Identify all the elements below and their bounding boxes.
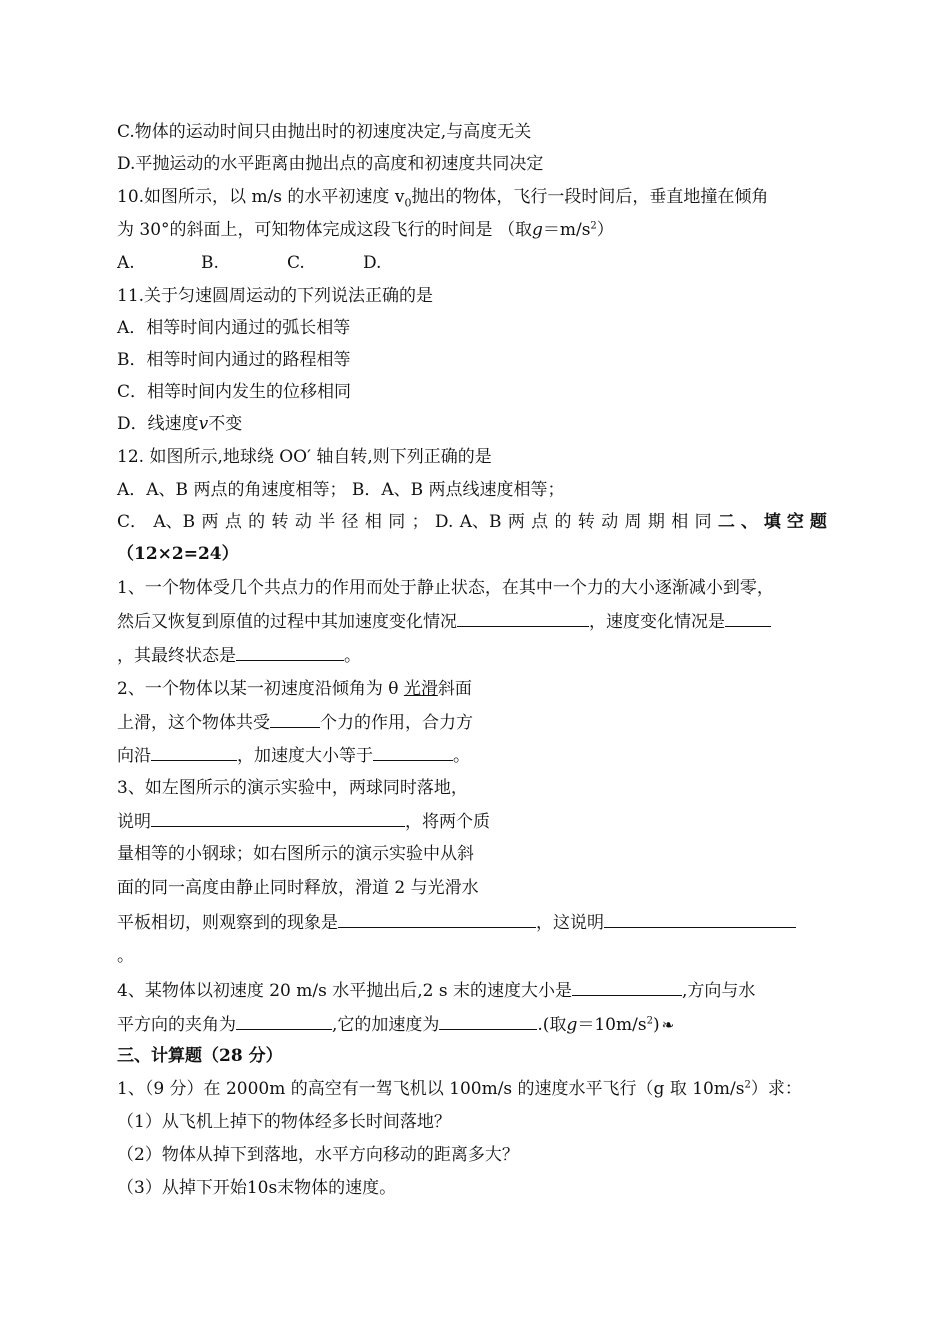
fill-q3-line2: 说明 ，将两个质: [117, 812, 490, 832]
section2-score: （12×2=24）: [117, 544, 239, 564]
fill-q3-line4: 面的同一高度由静止同时释放，滑道 2 与光滑水: [117, 878, 479, 898]
ornament-icon: ❧: [661, 1016, 675, 1034]
q10-options: [117, 252, 381, 274]
q10-stem-line2: 为 30°的斜面上，可知物体完成这段飞行的时间是 （取$g=m/s^2$）: [117, 220, 614, 240]
calc-q1-stem: 1、（9 分）在 2000m 的高空有一驾飞机以 100m/s 的速度水平飞行（g 取 $10m/s^2$）求：: [117, 1079, 802, 1099]
answer-blank[interactable]: [457, 610, 589, 627]
answer-blank[interactable]: [151, 744, 237, 761]
fill-q3-line3: 量相等的小钢球；如右图所示的演示实验中从斜: [117, 844, 474, 864]
q10-option-a: A.: [117, 253, 135, 273]
q11-option-a: A．相等时间内通过的弧长相等: [117, 318, 351, 338]
answer-blank[interactable]: [373, 744, 453, 761]
answer-blank[interactable]: [572, 979, 682, 996]
calc-q1-part2: （2）物体从掉下到落地，水平方向移动的距离多大？: [117, 1145, 519, 1165]
q10-option-c: C.: [287, 253, 305, 273]
answer-blank[interactable]: [151, 810, 405, 827]
fill-q1-line3: ，其最终状态是 。: [117, 646, 361, 666]
answer-blank[interactable]: [236, 644, 344, 661]
answer-blank[interactable]: [604, 911, 796, 928]
fill-q3-line6: 。: [117, 946, 134, 966]
answer-blank[interactable]: [725, 610, 771, 627]
q10-option-d: D.: [363, 253, 382, 273]
q12-options-cd: C． A、B 两 点 的 转 动 半 径 相 同 ； D. A、B 两 点 的 转 动 周 期 相 同 二、填空题: [117, 512, 833, 532]
q9-option-c: C.物体的运动时间只由抛出时的初速度决定,与高度无关: [117, 122, 532, 142]
calc-q1-part1: （1）从飞机上掉下的物体经多长时间落地？: [117, 1112, 451, 1132]
section2-heading: 二、填空题: [717, 512, 833, 532]
q10-option-b: B.: [201, 253, 219, 273]
q12-options-ab: A．A、B 两点的角速度相等； B．A、B 两点线速度相等；: [117, 480, 565, 500]
fill-q4-line2: 平方向的夹角为 ,它的加速度为 .(取$g=10m/s^2$) ❧: [117, 1015, 675, 1035]
q11-option-c: C．相等时间内发生的位移相同: [117, 382, 352, 402]
q10-stem-line1: 10.如图所示，以 m/s 的水平初速度 $v_0$抛出的物体，飞行一段时间后，垂直地撞在倾角: [117, 187, 769, 210]
fill-q4-line1: 4、某物体以初速度 20 m/s 水平抛出后,2 s 末的速度大小是 ,方向与水: [117, 981, 756, 1001]
section3-heading: 三、计算题（28 分）: [117, 1046, 283, 1066]
calc-q1-part3: （3）从掉下开始10s末物体的速度。: [117, 1178, 397, 1198]
q12-stem: 12. 如图所示,地球绕 OO′ 轴自转,则下列正确的是: [117, 447, 492, 467]
q11-option-b: B．相等时间内通过的路程相等: [117, 350, 351, 370]
answer-blank[interactable]: [236, 1013, 332, 1030]
answer-blank[interactable]: [338, 911, 536, 928]
q11-option-d: D．线速度v不变: [117, 414, 243, 434]
q9-option-d: D.平抛运动的水平距离由抛出点的高度和初速度共同决定: [117, 154, 544, 174]
fill-q3-line1: 3、如左图所示的演示实验中，两球同时落地，: [117, 778, 468, 798]
fill-q1-line2: 然后又恢复到原值的过程中其加速度变化情况 ，速度变化情况是: [117, 610, 771, 633]
q11-stem: 11.关于匀速圆周运动的下列说法正确的是: [117, 286, 434, 306]
fill-q2-line3: 向沿 ，加速度大小等于 。: [117, 746, 470, 766]
fill-q2-line1: 2、一个物体以某一初速度沿倾角为 θ 光滑斜面: [117, 679, 472, 699]
fill-q3-line5: 平板相切，则观察到的现象是 ，这说明: [117, 911, 796, 934]
answer-blank[interactable]: [270, 711, 320, 728]
answer-blank[interactable]: [439, 1013, 537, 1030]
fill-q2-line2: 上滑，这个物体共受 个力的作用，合力方: [117, 713, 473, 733]
fill-q1-line1: 1、一个物体受几个共点力的作用而处于静止状态，在其中一个力的大小逐渐减小到零，: [117, 578, 774, 598]
